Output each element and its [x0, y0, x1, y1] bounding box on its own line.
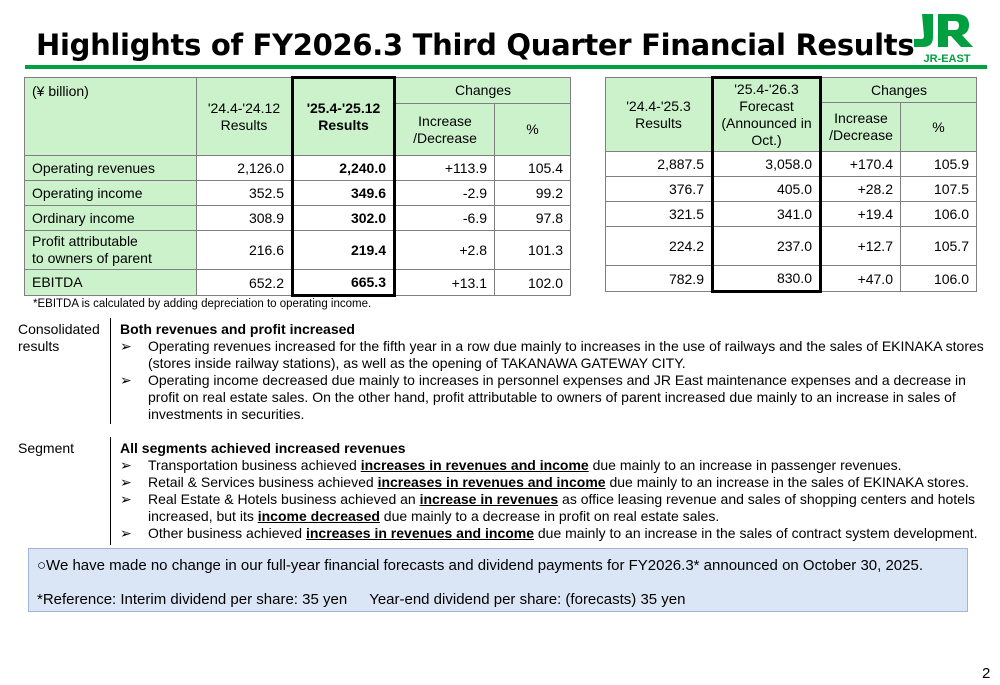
percent-cell: 105.7 — [901, 227, 977, 266]
list-item: ➢ Operating income decreased due mainly to increases in personnel expenses and JR East maintenance expenses and a decrease in profit on real estate sales. On the other hand, profit attributable to owners of parent increased due mainly to an increase in sales of investments in securities. — [120, 372, 966, 422]
bullet-arrow-icon: ➢ — [120, 491, 132, 507]
unit-header: (¥ billion) — [25, 78, 197, 156]
consolidated-label: Consolidated results — [18, 321, 100, 354]
percent-cell: 106.0 — [901, 202, 977, 227]
dividend-info-box — [28, 548, 968, 612]
current-results-cell: 219.4 — [293, 231, 395, 270]
bullet-arrow-icon: ➢ — [120, 338, 132, 354]
bullet-arrow-icon: ➢ — [120, 474, 132, 490]
current-results-cell: 665.3 — [293, 270, 395, 296]
forecast-statement: ○We have made no change in our full-year financial forecasts and dividend payments for FY2026.3* announced on October 30, 2025. — [37, 557, 924, 574]
list-item: ➢ Operating revenues increased for the fifth year in a row due mainly to increases in the use of railways and the sales of EKINAKA stores (stores inside railway stations), as well as the opening of TAKANAWA GATEWAY CITY. — [120, 338, 984, 371]
segment-body — [120, 440, 995, 542]
row-label: Ordinary income — [25, 206, 197, 231]
table-row — [25, 270, 571, 296]
current-results-cell: 2,240.0 — [293, 156, 395, 181]
jr-east-logo — [912, 10, 982, 66]
prev-results-cell: 652.2 — [197, 270, 293, 296]
col-forecast-header: '25.4-'26.3 Forecast (Announced in Oct.) — [713, 78, 821, 152]
prev-results-cell: 308.9 — [197, 206, 293, 231]
increase-decrease-cell: +19.4 — [821, 202, 901, 227]
list-item: ➢ Retail & Services business achieved increases in revenues and income due mainly to an increase in the sales of EKINAKA stores. — [120, 474, 969, 490]
list-item: ➢ Real Estate & Hotels business achieved an increase in revenues as office leasing revenue and sales of shopping centers and hotels increased, but its income decreased due mainly to a decrease in profit on real estate sales. — [120, 491, 976, 524]
col-prev-results-header: '24.4-'24.12 Results — [197, 78, 293, 156]
list-item: ➢ Transportation business achieved increases in revenues and income due mainly to an increase in passenger revenues. — [120, 457, 902, 473]
dividend-reference: *Reference: Interim dividend per share: 35 yen Year-end dividend per share: (forecasts) 35 yen — [37, 591, 686, 608]
ebitda-footnote: *EBITDA is calculated by adding depreciation to operating income. — [33, 298, 372, 310]
forecast-cell: 405.0 — [713, 177, 821, 202]
segment-heading: All segments achieved increased revenues — [120, 440, 406, 456]
percent-cell: 97.8 — [495, 206, 571, 231]
percent-cell: 105.9 — [901, 152, 977, 177]
increase-decrease-cell: -2.9 — [395, 181, 495, 206]
table-row — [25, 181, 571, 206]
forecast-cell: 3,058.0 — [713, 152, 821, 177]
forecast-cell: 830.0 — [713, 266, 821, 292]
changes-header: Changes — [395, 78, 571, 104]
table-row — [25, 231, 571, 270]
increase-decrease-header: Increase /Decrease — [395, 104, 495, 156]
row-label: Profit attributable to owners of parent — [25, 231, 197, 270]
list-item: ➢ Other business achieved increases in revenues and income due mainly to an increase in the sales of contract system development. — [120, 525, 978, 541]
table-row — [606, 177, 977, 202]
prev-results-cell: 352.5 — [197, 181, 293, 206]
title-divider — [25, 65, 987, 69]
increase-decrease-cell: -6.9 — [395, 206, 495, 231]
consolidated-heading: Both revenues and profit increased — [120, 321, 355, 337]
prev-year-results-cell: 376.7 — [606, 177, 713, 202]
table-row — [606, 202, 977, 227]
increase-decrease-cell: +113.9 — [395, 156, 495, 181]
prev-results-cell: 216.6 — [197, 231, 293, 270]
logo-text: JR-EAST — [923, 53, 971, 65]
row-label: Operating revenues — [25, 156, 197, 181]
consolidated-body — [120, 321, 995, 423]
percent-cell: 101.3 — [495, 231, 571, 270]
bullet-arrow-icon: ➢ — [120, 372, 132, 388]
section-divider — [110, 437, 111, 545]
page-title: Highlights of FY2026.3 Third Quarter Financial Results — [36, 28, 915, 62]
forecast-cell: 341.0 — [713, 202, 821, 227]
forecast-cell: 237.0 — [713, 227, 821, 266]
page-number: 2 — [982, 665, 991, 682]
bullet-arrow-icon: ➢ — [120, 525, 132, 541]
current-results-cell: 349.6 — [293, 181, 395, 206]
row-label: EBITDA — [25, 270, 197, 296]
col-prev-year-results-header: '24.4-'25.3 Results — [606, 78, 713, 152]
prev-results-cell: 2,126.0 — [197, 156, 293, 181]
forecast-table — [605, 76, 977, 293]
percent-cell: 102.0 — [495, 270, 571, 296]
table-row — [25, 206, 571, 231]
increase-decrease-cell: +170.4 — [821, 152, 901, 177]
increase-decrease-header: Increase /Decrease — [821, 103, 901, 152]
changes-header: Changes — [821, 78, 977, 103]
section-divider — [110, 318, 111, 424]
increase-decrease-cell: +2.8 — [395, 231, 495, 270]
percent-header: % — [901, 103, 977, 152]
col-current-results-header: '25.4-'25.12 Results — [293, 78, 395, 156]
current-results-cell: 302.0 — [293, 206, 395, 231]
segment-label: Segment — [18, 440, 75, 456]
percent-cell: 106.0 — [901, 266, 977, 292]
percent-cell: 105.4 — [495, 156, 571, 181]
increase-decrease-cell: +13.1 — [395, 270, 495, 296]
increase-decrease-cell: +47.0 — [821, 266, 901, 292]
table-row — [606, 266, 977, 292]
bullet-arrow-icon: ➢ — [120, 457, 132, 473]
prev-year-results-cell: 321.5 — [606, 202, 713, 227]
row-label: Operating income — [25, 181, 197, 206]
table-row — [606, 152, 977, 177]
prev-year-results-cell: 2,887.5 — [606, 152, 713, 177]
table-row — [25, 156, 571, 181]
prev-year-results-cell: 224.2 — [606, 227, 713, 266]
percent-cell: 99.2 — [495, 181, 571, 206]
increase-decrease-cell: +12.7 — [821, 227, 901, 266]
increase-decrease-cell: +28.2 — [821, 177, 901, 202]
percent-header: % — [495, 104, 571, 156]
table-row — [606, 227, 977, 266]
percent-cell: 107.5 — [901, 177, 977, 202]
results-table — [24, 76, 571, 297]
prev-year-results-cell: 782.9 — [606, 266, 713, 292]
